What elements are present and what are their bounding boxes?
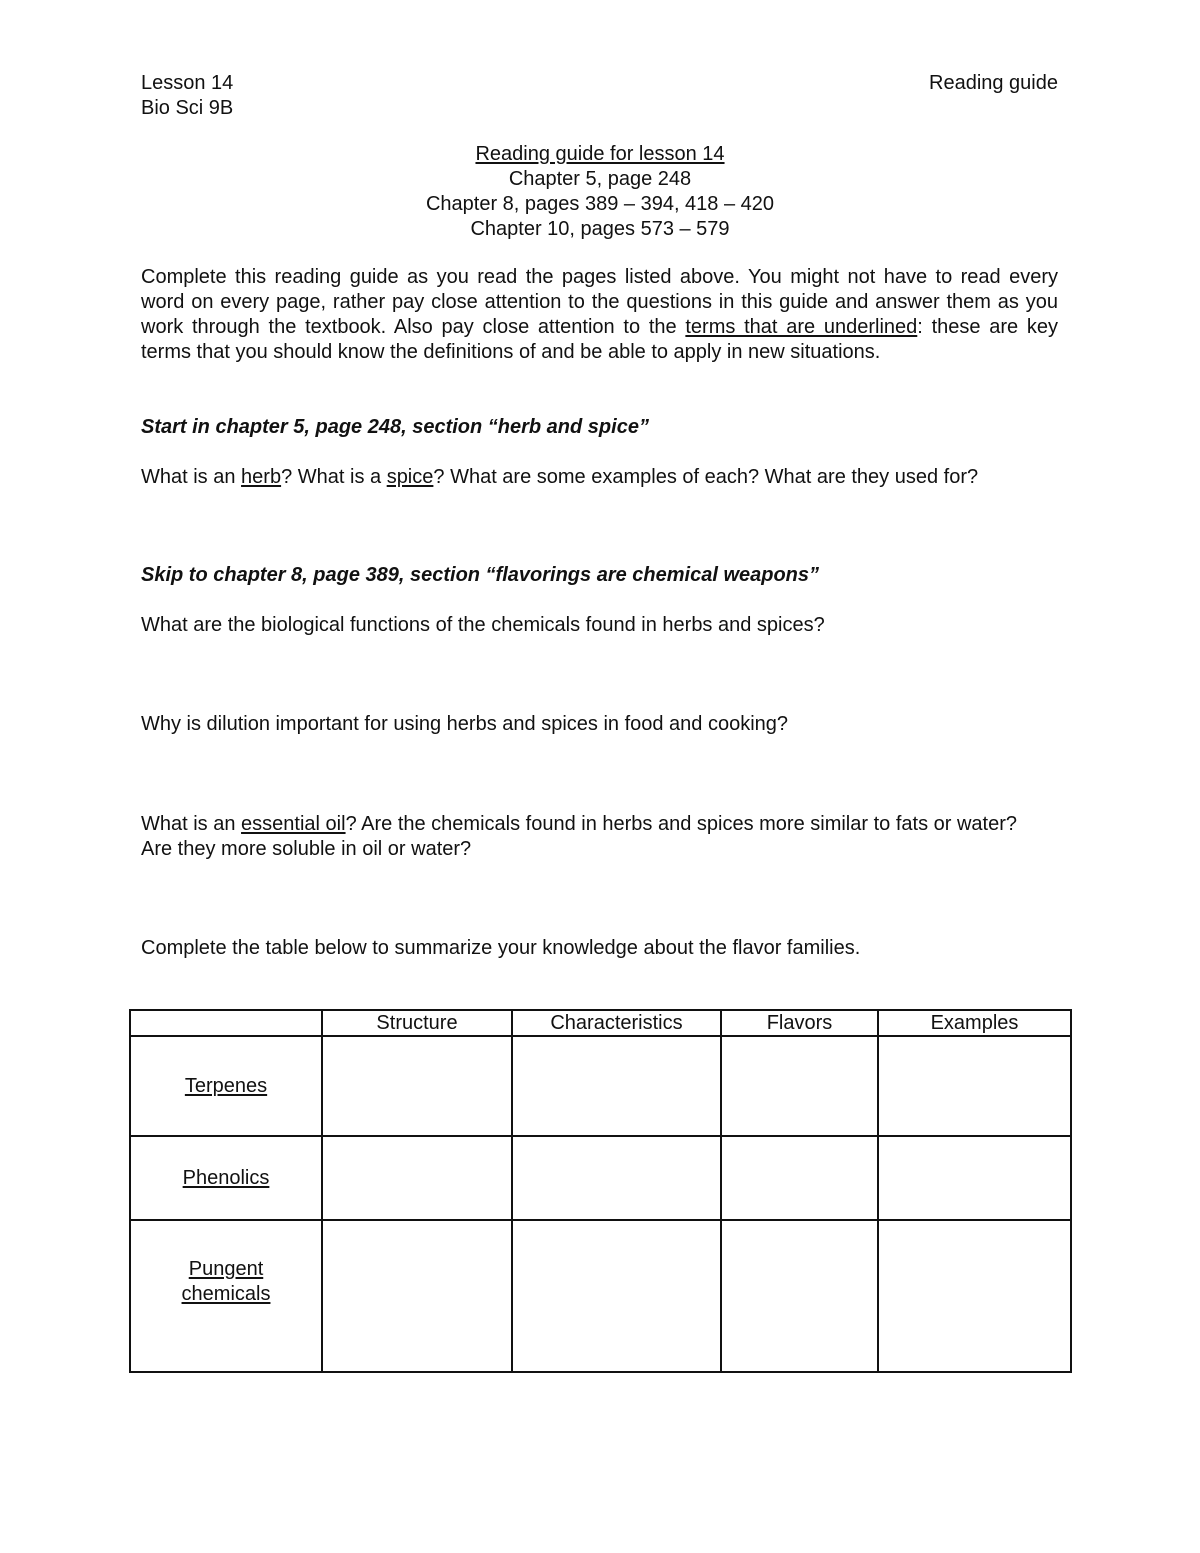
flavor-families-table [129,1009,1072,1373]
lesson-label: Lesson 14 [141,72,234,94]
term-essential-oil: essential oil [241,813,346,835]
intro-paragraph [141,265,1058,365]
answer-cell[interactable] [512,1036,721,1136]
row-label-pungent-chemicals [130,1220,322,1372]
table-row [130,1036,1071,1136]
row-label-phenolics [130,1136,322,1220]
row-label-text: Phenolics [182,1166,270,1189]
question-essential-oil [141,812,1041,862]
section1-instruction: Start in chapter 5, page 248, section “herb and spice” [141,416,649,438]
question-herb-spice [141,465,1058,490]
answer-cell[interactable] [512,1220,721,1372]
answer-cell[interactable] [512,1136,721,1220]
term-herb: herb [241,466,282,488]
header-characteristics: Characteristics [512,1010,721,1036]
answer-cell[interactable] [721,1220,878,1372]
row-label-text-line2: chemicals [181,1283,271,1305]
reading-line-3: Chapter 10, pages 573 – 579 [470,218,730,240]
title-block [141,142,1059,242]
q-text: What is an [141,813,242,835]
q-text: What is an [141,466,242,488]
doc-type-label: Reading guide [929,72,1058,94]
table-row [130,1220,1071,1372]
answer-cell[interactable] [322,1136,512,1220]
answer-cell[interactable] [878,1136,1071,1220]
course-label: Bio Sci 9B [141,97,234,119]
answer-cell[interactable] [878,1036,1071,1136]
row-label-text-line1: Pungent [188,1258,264,1280]
q-text: ? Are the chemicals found in herbs and spices more similar to fats or water? Are they more soluble in oil or water? [141,813,1017,860]
intro-underlined-term: terms that are underlined [685,316,918,338]
intro-text-2: : these are key terms that you should know the definitions of and be able to apply in new situations. [141,316,1059,363]
table-header-row [130,1010,1071,1036]
intro-text-1: Complete this reading guide as you read the pages listed above. You might not have to read every word on every page, rather pay close attention to the questions in this guide and answer them as you work through the textbook. Also pay close attention to the [141,266,1058,338]
row-label-text: Terpenes [184,1074,268,1097]
table-row [130,1136,1071,1220]
guide-title: Reading guide for lesson 14 [475,143,725,165]
term-spice: spice [386,466,434,488]
answer-cell[interactable] [878,1220,1071,1372]
section2-instruction: Skip to chapter 8, page 389, section “flavorings are chemical weapons” [141,564,820,586]
answer-cell[interactable] [721,1136,878,1220]
table-prompt: Complete the table below to summarize your knowledge about the flavor families. [141,937,861,959]
row-label-terpenes [130,1036,322,1136]
header-flavors: Flavors [721,1010,878,1036]
q-text: ? What are some examples of each? What are they used for? [433,466,979,488]
header-cell-empty [130,1010,322,1036]
answer-cell[interactable] [721,1036,878,1136]
header-examples: Examples [878,1010,1071,1036]
q-text: ? What is a [281,466,387,488]
reading-line-2: Chapter 8, pages 389 – 394, 418 – 420 [425,193,775,215]
header-left [141,71,233,121]
answer-cell[interactable] [322,1220,512,1372]
answer-cell[interactable] [322,1036,512,1136]
reading-line-1: Chapter 5, page 248 [508,168,692,190]
question-dilution: Why is dilution important for using herbs and spices in food and cooking? [141,713,789,735]
question-biological-functions: What are the biological functions of the chemicals found in herbs and spices? [141,614,825,636]
header-structure: Structure [322,1010,512,1036]
